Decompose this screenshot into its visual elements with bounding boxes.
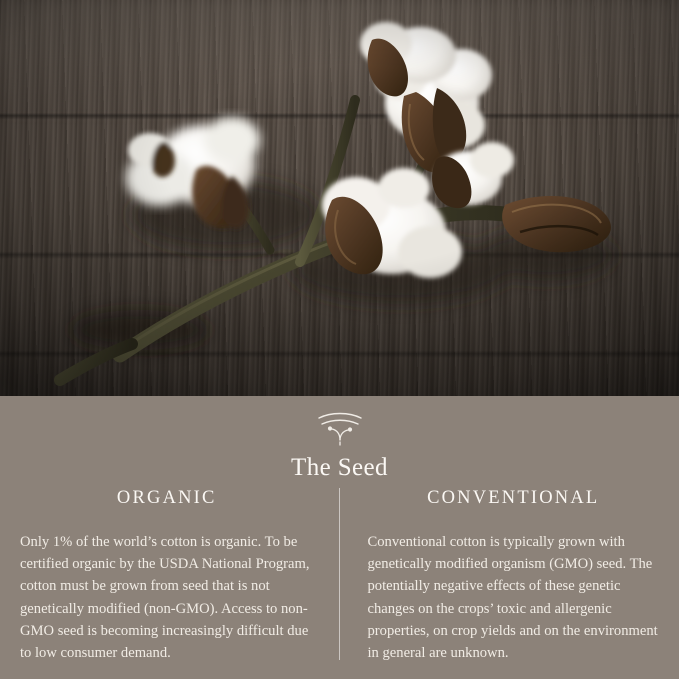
page-title: The Seed xyxy=(291,454,388,481)
seed-sprout-ornament xyxy=(0,410,679,446)
organic-column xyxy=(0,488,340,679)
conventional-column xyxy=(340,488,679,679)
seed-info-panel xyxy=(0,396,679,679)
conventional-heading: CONVENTIONAL xyxy=(427,488,600,508)
organic-body: Only 1% of the world’s cotton is organic. To be certified organic by the USDA National Program, cotton must be grown from seed that is not genetically modified (non-GMO). Access to non-GMO seed is becoming increasingly difficult due to low consumer demand. xyxy=(20,534,310,661)
conventional-body: Conventional cotton is typically grown with genetically modified organism (GMO) seed. The potentially negative effects of these genetic changes on the crops’ toxic and allergenic properties, on crop yields and on the environment in general are unknown. xyxy=(367,534,658,661)
organic-heading: ORGANIC xyxy=(116,488,217,508)
comparison-columns xyxy=(0,488,679,679)
